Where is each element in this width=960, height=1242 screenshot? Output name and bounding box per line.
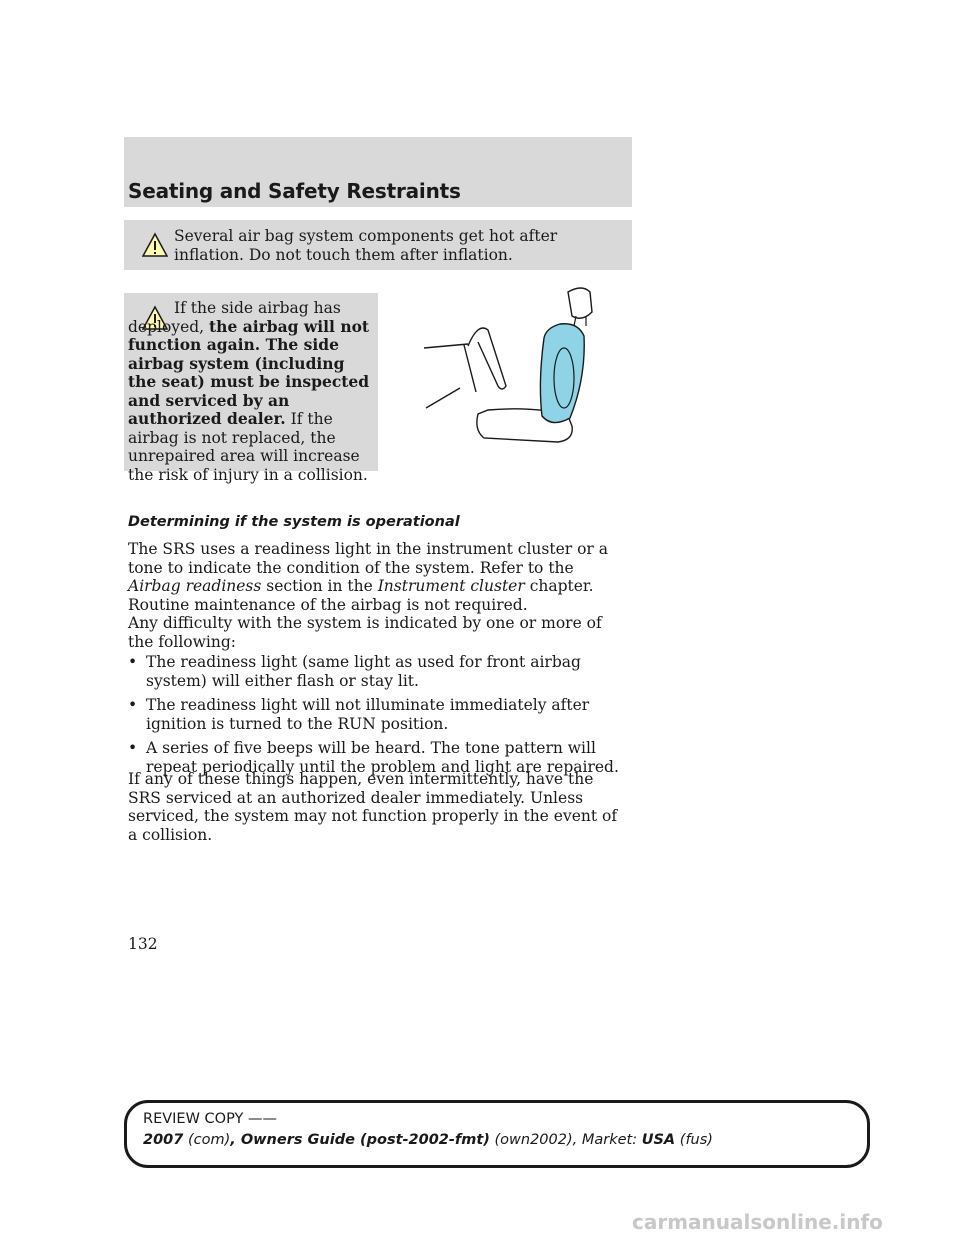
review-copy-box <box>124 1100 870 1168</box>
bullet-icon: • <box>128 653 138 671</box>
page-section-title: Seating and Safety Restraints <box>128 179 461 203</box>
text-run: , Market: <box>572 1132 642 1148</box>
review-copy-label: REVIEW COPY —— <box>143 1111 277 1127</box>
text-run: (com) <box>183 1132 231 1148</box>
warning-text <box>128 299 374 484</box>
list-item <box>128 653 628 690</box>
bullet-icon: • <box>128 696 138 714</box>
warning-bold: the airbag will not function again. The side airbag system (including the seat) must be inspected and serviced by an authorized dealer. <box>128 316 370 428</box>
warning-text: Several air bag system components get hot after inflation. Do not touch them after inflation. <box>174 227 558 264</box>
list-item <box>128 696 628 733</box>
list-item-text: The readiness light (same light as used for front airbag system) will either flash or stay lit. <box>146 653 581 690</box>
review-market: USA <box>641 1132 676 1148</box>
warning-box-side-airbag <box>124 293 378 484</box>
review-year: 2007 <box>143 1132 184 1148</box>
text-run: (fus) <box>675 1132 713 1148</box>
bullet-icon: • <box>128 739 138 757</box>
list-item-text: The readiness light will not illuminate immediately after ignition is turned to the RUN position. <box>146 696 590 733</box>
review-copy-details <box>143 1132 713 1148</box>
list-item-text: A series of five beeps will be heard. The tone pattern will repeat periodically until the problem and light are repaired. <box>146 739 619 776</box>
page-number: 132 <box>128 935 158 953</box>
symptom-list <box>128 653 628 782</box>
paragraph-difficulty: Any difficulty with the system is indicated by one or more of the following: <box>128 614 602 651</box>
reference-instrument-cluster: Instrument cluster <box>377 577 525 595</box>
paragraph-service: If any of these things happen, even intermittently, have the SRS serviced at an authorized dealer immediately. Unless serviced, the system may not function properly in the event of a collision. <box>128 770 618 844</box>
warning-rest: If the airbag is not replaced, the unrepaired area will increase the risk of injury in a collision. <box>128 410 368 484</box>
watermark: carmanualsonline.info <box>632 1210 883 1234</box>
text-run: chapter. Routine maintenance of the airbag is not required. <box>128 577 594 614</box>
warning-triangle-icon <box>142 232 168 258</box>
warning-box-hot-components <box>124 220 632 270</box>
text-run: (own2002) <box>489 1132 573 1148</box>
text-run: section in the <box>261 577 378 595</box>
reference-airbag-readiness: Airbag readiness <box>128 577 262 595</box>
paragraph-readiness <box>128 540 618 614</box>
text-run: The SRS uses a readiness light in the instrument cluster or a tone to indicate the condition of the system. Refer to the <box>128 540 609 577</box>
warning-intro: If the side airbag has deployed, <box>128 299 341 336</box>
review-guide: , Owners Guide (post-2002-fmt) <box>230 1132 490 1148</box>
seat-airbag-illustration <box>418 282 608 452</box>
section-heading: Determining if the system is operational <box>128 514 460 530</box>
